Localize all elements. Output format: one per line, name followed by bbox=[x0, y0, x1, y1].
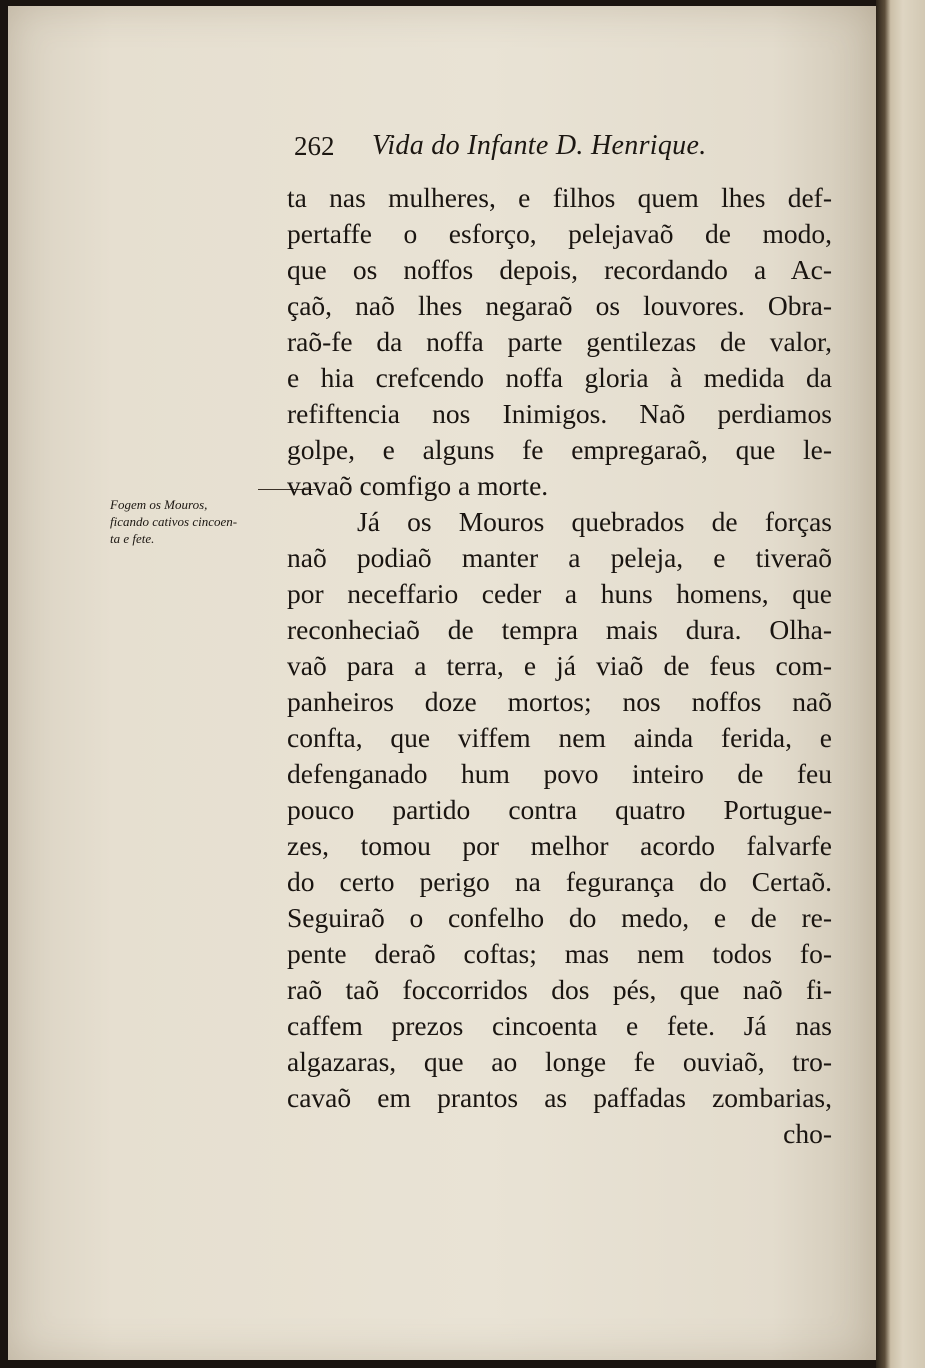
text-line: çaõ, naõ lhes negaraõ os louvores. Obra- bbox=[287, 290, 832, 321]
marginal-note-line: ta e fete. bbox=[110, 531, 155, 546]
text-line: vavaõ comfigo a morte. bbox=[287, 470, 549, 501]
text-line: raõ taõ foccorridos dos pés, que naõ fi- bbox=[287, 974, 832, 1005]
text-line: Seguiraõ o confelho do medo, e de re- bbox=[287, 902, 832, 933]
catchword: cho- bbox=[783, 1118, 832, 1149]
running-title: Vida do Infante D. Henrique. bbox=[372, 130, 707, 161]
text-line: que os noffos depois, recordando a Ac- bbox=[287, 254, 832, 285]
text-line: defenganado hum povo inteiro de feu bbox=[287, 758, 832, 789]
page-number: 262 bbox=[294, 131, 335, 161]
text-line: algazaras, que ao longe fe ouviaõ, tro- bbox=[287, 1046, 832, 1077]
page-header bbox=[294, 126, 794, 166]
text-line: raõ-fe da noffa parte gentilezas de valor, bbox=[287, 326, 832, 357]
text-line: pente deraõ coftas; mas nem todos fo- bbox=[287, 938, 832, 969]
body-text bbox=[287, 180, 832, 1152]
text-line: pouco partido contra quatro Portugue- bbox=[287, 794, 832, 825]
text-line: naõ podiaõ manter a peleja, e tiveraõ bbox=[287, 542, 832, 573]
facing-page-edge bbox=[876, 0, 925, 1368]
text-line: zes, tomou por melhor acordo falvarfe bbox=[287, 830, 832, 861]
text-line: Já os Mouros quebrados de forças bbox=[357, 506, 832, 537]
text-line: do certo perigo na fegurança do Certaõ. bbox=[287, 866, 832, 897]
text-line: vaõ para a terra, e já viaõ de feus com- bbox=[287, 650, 832, 681]
text-line: cavaõ em prantos as paffadas zombarias, bbox=[287, 1082, 832, 1113]
text-line: golpe, e alguns fe empregaraõ, que le- bbox=[287, 434, 832, 465]
text-line: confta, que viffem nem ainda ferida, e bbox=[287, 722, 832, 753]
text-line: ta nas mulheres, e filhos quem lhes def- bbox=[287, 182, 832, 213]
text-line: pertaffe o esforço, pelejavaõ de modo, bbox=[287, 218, 832, 249]
text-line: refiftencia nos Inimigos. Naõ perdiamos bbox=[287, 398, 832, 429]
text-line: reconheciaõ de tempra mais dura. Olha- bbox=[287, 614, 832, 645]
marginal-note bbox=[110, 496, 290, 547]
text-line: por neceffario ceder a huns homens, que bbox=[287, 578, 832, 609]
text-line: e hia crefcendo noffa gloria à medida da bbox=[287, 362, 832, 393]
text-line: panheiros doze mortos; nos noffos naõ bbox=[287, 686, 832, 717]
marginal-note-line: Fogem os Mouros, bbox=[110, 497, 208, 512]
marginal-note-line: ficando cativos cincoen- bbox=[110, 514, 238, 529]
text-line: caffem prezos cincoenta e fete. Já nas bbox=[287, 1010, 832, 1041]
